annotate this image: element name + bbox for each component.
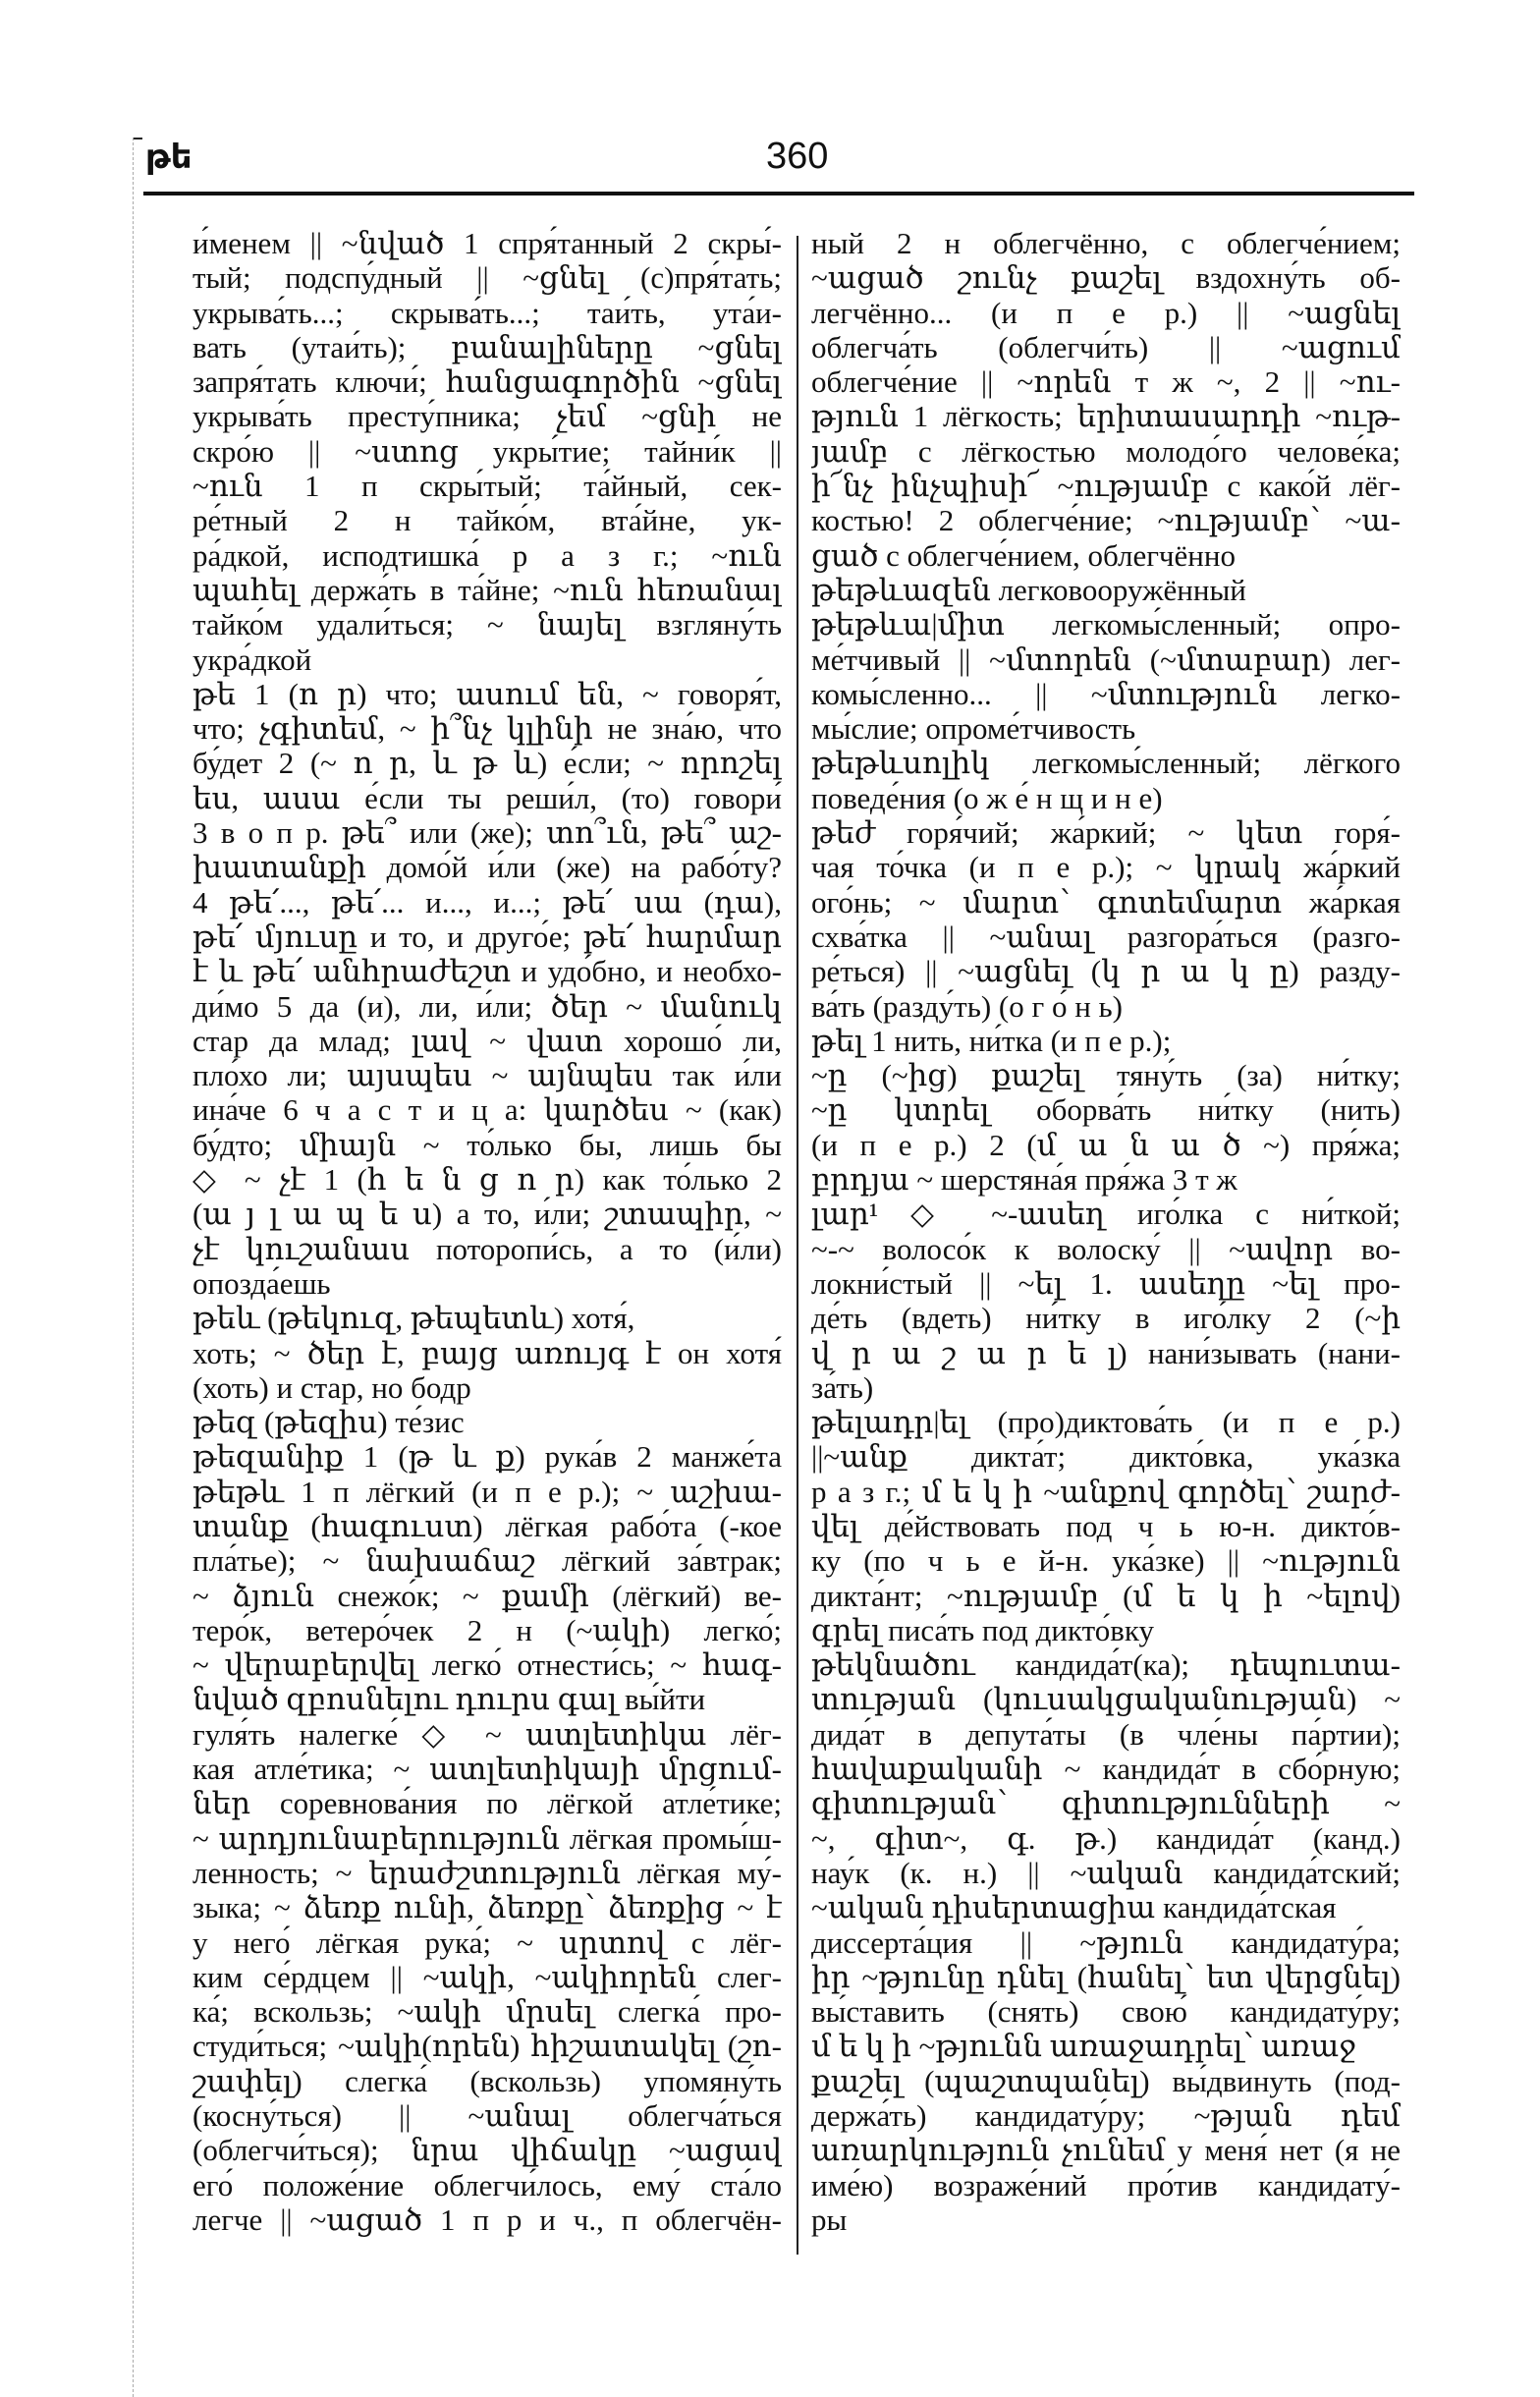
dictionary-line: диссерта́ция || ~թյուն кандидату́ра; (811, 1924, 1401, 1960)
dictionary-line: մ ե կ ի ~թյունն առաջադրել՝ առաջ (811, 2029, 1356, 2064)
dictionary-line: его́ положе́ние облегчи́лось, ему́ ста́ло (192, 2167, 782, 2202)
dictionary-line: առարկություն չունեմ у меня́ нет (я не (811, 2133, 1401, 2168)
dictionary-line: ре́тный 2 н тайко́м, вта́йне, ук- (192, 503, 782, 538)
dictionary-line: ный 2 н облегчённо, с облегче́нием; (811, 226, 1401, 260)
dictionary-line: ~ վերաբերվել легко́ отнести́сь; ~ հագ- (192, 1647, 782, 1683)
left-column (192, 226, 782, 2237)
page-number: 360 (766, 136, 829, 177)
dictionary-line: (хоть) и стар, но бодр (192, 1369, 471, 1405)
dictionary-line: схва́тка || ~անալ разгора́ться (разго- (811, 919, 1401, 954)
dictionary-line: յամբ с лёгкостью молодо́го челове́ка; (811, 433, 1401, 469)
dictionary-line: у него́ лёгкая рука́; ~ սրտով с лёг- (192, 1924, 782, 1960)
dictionary-line: хоть; ~ ծեր է, բայց առույգ է он хотя́ (192, 1335, 782, 1370)
dictionary-line: укрыва́ть...; скрыва́ть...; таи́ть, ута́и- (192, 295, 782, 330)
dictionary-line: ме́тчивый || ~մտորեն (~մտաբար) лег- (811, 641, 1401, 677)
dictionary-line: վ ր ա շ ա ր ե լ) нани́зывать (нани- (811, 1335, 1401, 1370)
dictionary-line: գիտության՝ գիտությունների ~ (811, 1786, 1401, 1821)
dictionary-line: թեզ (թեզիս) те́зис (192, 1405, 465, 1440)
dictionary-line: легчённо... (и п е р.) || ~ացնել (811, 295, 1401, 330)
dictionary-line: р а з г.; մ ե կ ի ~անքով գործել՝ շարժ- (811, 1474, 1401, 1509)
dictionary-line: облегче́ние || ~որեն т ж ~, 2 || ~ու- (811, 364, 1401, 400)
dictionary-line: 3 в о п р. թե՞ или (же); տո՞ւն, թե՞ աշ- (192, 815, 782, 851)
dictionary-line: комы́сленно... || ~մտություն легко- (811, 676, 1401, 711)
dictionary-line: опозда́ешь (192, 1265, 331, 1301)
dictionary-line: ~ը (~ից) քաշել тяну́ть (за) ни́тку; (811, 1058, 1401, 1093)
dictionary-line: թե՛ մյուսը и то, и друго́е; թե՛ հարմար (192, 919, 782, 954)
dictionary-line: ким се́рдцем || ~ակի, ~ակիորեն слег- (192, 1959, 782, 1994)
dictionary-line: ~ական դիսերտացիա кандида́тская (811, 1890, 1337, 1925)
dictionary-line: հավաքականի ~ кандида́т в сбо́рную; (811, 1752, 1401, 1787)
dictionary-line: թեթևա|միտ легкомы́сленный; опро- (811, 607, 1401, 642)
dictionary-line: тый; подспу́дный || ~ցնել (с)пря́тать; (192, 260, 782, 296)
dictionary-line: бу́дто; միայն ~ то́лько бы, лишь бы (192, 1127, 782, 1162)
dictionary-line: ~, գիտ~, գ. թ.) кандида́т (канд.) (811, 1820, 1401, 1856)
dictionary-line: ленность; ~ երաժշտություն лёгкая му́- (192, 1855, 782, 1890)
dictionary-line: (облегчи́ться); նրա վիճակը ~ացավ (192, 2133, 782, 2168)
dictionary-line: зыка; ~ ձեռք ունի, ձեռքը՝ ձեռքից ~ է (192, 1890, 782, 1925)
dictionary-line: ի՜նչ ինչպիսի՜ ~ությամբ с како́й лёг- (811, 469, 1401, 504)
running-headword: թե (145, 138, 192, 177)
dictionary-line: за́ть) (811, 1369, 874, 1405)
dictionary-line: ես, ասա е́сли ты реши́л, (то) говори́ (192, 780, 782, 815)
dictionary-line: չէ կուշանաս поторопи́сь, а то (и́ли) (192, 1231, 782, 1266)
dictionary-line: 4 թե՛..., թե՛... и..., и...; թե՛ սա (դա), (192, 884, 782, 920)
dictionary-line: студи́ться; ~ակի(որեն) հիշատակել (շո- (192, 2029, 782, 2064)
dictionary-line: ներ соревнова́ния по лёгкой атле́тике; (192, 1786, 782, 1821)
dictionary-line: пла́тье); ~ նախաճաշ лёгкий за́втрак; (192, 1543, 782, 1579)
dictionary-line: պահել держа́ть в та́йне; ~ուն հեռանալ (192, 572, 782, 607)
dictionary-line: ва́ть (разду́ть) (о г о́ н ь) (811, 988, 1124, 1024)
dictionary-line: թեժ горя́чий; жа́ркий; ~ կետ горя́- (811, 815, 1401, 851)
dictionary-line: ||~անք дикта́т; дикто́вка, ука́зка (811, 1439, 1401, 1475)
dictionary-line: име́ю) возраже́ний про́тив кандидату́- (811, 2167, 1401, 2202)
dictionary-line: запря́тать ключи́; հանցագործին ~ցնել (192, 364, 782, 400)
dictionary-line: вы́ставить (снять) свою́ кандидату́ру; (811, 1994, 1401, 2030)
dictionary-line: ина́че 6 ч а с т и ц а: կարծես ~ (как) (192, 1092, 782, 1128)
dictionary-line: пло́хо ли; այսպես ~ այնպես так и́ли (192, 1058, 782, 1093)
dictionary-line: ~ արդյունաբերություն лёгкая промы́ш- (192, 1820, 782, 1856)
dictionary-line: բրդյա ~ шерстяна́я пря́жа 3 т ж (811, 1162, 1238, 1198)
dictionary-line: խատանքի домо́й и́ли (же) на рабо́ту? (192, 850, 782, 885)
dictionary-line: վել де́йствовать под ч ь ю-н. дикто́в- (811, 1508, 1401, 1543)
dictionary-line: укрыва́ть престу́пника; չեմ ~ցնի не (192, 399, 782, 434)
dictionary-line: տանք (հագուստ) лёгкая рабо́та (-кое (192, 1508, 782, 1543)
dictionary-line: ди́мо 5 да (и), ли, и́ли; ծեր ~ մանուկ (192, 988, 782, 1024)
dictionary-line: գրել писа́ть под дикто́вку (811, 1612, 1155, 1647)
dictionary-line: тайко́м удали́ться; ~ նայել взгляну́ть (192, 607, 782, 642)
dictionary-line: ~-~ волосо́к к волоску́ || ~ավոր во- (811, 1231, 1401, 1266)
dictionary-line: լար¹ ◇ ~-ասեղ иго́лка с ни́ткой; (811, 1197, 1401, 1232)
page-edge (133, 138, 136, 2397)
dictionary-line: ре́ться) || ~ացնել (կ ր ա կ ը) разду- (811, 954, 1401, 989)
dictionary-line: вать (утаи́ть); բանալիները ~ցնել (192, 329, 782, 364)
dictionary-line: костью! 2 облегче́ние; ~ությամբ՝ ~ա- (811, 503, 1401, 538)
dictionary-line: укра́дкой (192, 641, 312, 677)
dictionary-line: թեև (թեկուզ, թեպետև) хотя́, (192, 1301, 635, 1336)
dictionary-line: гуля́ть налегке́ ◇ ~ ատլետիկա лёг- (192, 1716, 782, 1752)
dictionary-line: дикта́нт; ~ությամբ (մ ե կ ի ~ելով) (811, 1578, 1401, 1613)
dictionary-line: (ա յ լ ա պ ե ս) а то, и́ли; շտապիր, ~ (192, 1197, 782, 1232)
dictionary-line: ~ը կտրել оборва́ть ни́тку (нить) (811, 1092, 1401, 1128)
dictionary-line: легче || ~ացած 1 п р и ч., п облегчён- (192, 2202, 782, 2237)
dictionary-line: թեթև 1 п лёгкий (и п е р.); ~ աշխա- (192, 1474, 782, 1509)
dictionary-line: ◇ ~ չէ 1 (հ ե ն ց ո ր) как то́лько 2 (192, 1162, 782, 1198)
dictionary-line: кая атле́тика; ~ ատլետիկայի մրցում- (192, 1752, 782, 1787)
column-divider (797, 236, 798, 2255)
dictionary-line: и́менем || ~նված 1 спря́танный 2 скры́- (192, 226, 782, 260)
dictionary-line: что; չգիտեմ, ~ ի՞նչ կլինի не зна́ю, что (192, 711, 782, 747)
right-column (811, 226, 1401, 2237)
dictionary-line: ցած с облегче́нием, облегчённо (811, 537, 1236, 573)
dictionary-line: (и п е р.) 2 (մ ա ն ա ծ ~) пря́жа; (811, 1127, 1401, 1162)
dictionary-line: ~ ձյուն снежо́к; ~ քամի (лёгкий) ве- (192, 1578, 782, 1613)
dictionary-line: շափել) слегка́ (вскользь) упомяну́ть (192, 2063, 782, 2098)
dictionary-line: мы́слие; опроме́тчивость (811, 711, 1136, 747)
dictionary-line: поведе́ния (о ж е́ н щ и н е) (811, 780, 1163, 815)
dictionary-line: стар да млад; լավ ~ վատ хорошо́ ли, (192, 1023, 782, 1058)
dictionary-line: թել 1 нить, ни́тка (и п е р.); (811, 1023, 1172, 1058)
dictionary-line: ка́; вскользь; ~ակի մրսել слегка́ про- (192, 1994, 782, 2030)
dictionary-line: чая то́чка (и п е р.); ~ կրակ жа́ркий (811, 850, 1401, 885)
dictionary-line: локни́стый || ~ել 1. ասեղը ~ել про- (811, 1265, 1401, 1301)
dictionary-line: облегча́ть (облегчи́ть) || ~ացում (811, 329, 1401, 364)
dictionary-line: թելադր|ել (про)диктова́ть (и п е р.) (811, 1405, 1401, 1440)
dictionary-line: держа́ть) кандидату́ру; ~թյան դեմ (811, 2098, 1401, 2134)
dictionary-line: է և թե՛ անհրաժեշտ и удо́бно, и необхо- (192, 954, 782, 989)
dictionary-line: де́ть (вдеть) ни́тку в иго́лку 2 (~ի (811, 1301, 1401, 1336)
dictionary-line: տության (կուսակցականության) ~ (811, 1682, 1401, 1717)
dictionary-line: թեթևսոլիկ легкомы́сленный; лёгкого (811, 746, 1401, 781)
dictionary-line: ~ուն 1 п скры́тый; та́йный, сек- (192, 469, 782, 504)
dictionary-line: իր ~թյունը դնել (հանել՝ ետ վերցնել) (811, 1959, 1401, 1994)
dictionary-line: ры (811, 2202, 848, 2237)
dictionary-line: ~ացած շունչ քաշել вздохну́ть об- (811, 260, 1401, 296)
dictionary-line: нау́к (к. н.) || ~ական кандида́тский; (811, 1855, 1401, 1890)
dictionary-line: скро́ю || ~ստոց укры́тие; тайни́к || (192, 433, 782, 469)
dictionary-line: (косну́ться) || ~անալ облегча́ться (192, 2098, 782, 2134)
dictionary-line: бу́дет 2 (~ ո ր, և թ և) е́сли; ~ որոշել (192, 746, 782, 781)
dictionary-line: թեթևազեն легковооружённый (811, 572, 1246, 607)
dictionary-line: дида́т в депута́ты (в чле́ны па́ртии); (811, 1716, 1401, 1752)
dictionary-line: թե 1 (ո ր) что; ասում են, ~ говоря́т, (192, 676, 782, 711)
dictionary-line: թեկնածու кандида́т(ка); դեպուտա- (811, 1647, 1401, 1683)
dictionary-line: թեզանիք 1 (թ և ք) рука́в 2 манже́та (192, 1439, 782, 1475)
dictionary-line: теро́к, ветеро́чек 2 н (~ակի) легко́; (192, 1612, 782, 1647)
dictionary-line: նված զբոսնելու դուրս գալ вы́йти (192, 1682, 706, 1717)
dictionary-line: քաշել (պաշտպանել) вы́двинуть (под- (811, 2063, 1401, 2098)
dictionary-line: ра́дкой, исподтишка́ р а з г.; ~ուն (192, 537, 782, 573)
header-rule (143, 192, 1414, 195)
dictionary-line: թյուն 1 лёгкость; երիտասարդի ~ութ- (811, 399, 1401, 434)
dictionary-line: ого́нь; ~ մարտ՝ գոտեմարտ жа́ркая (811, 884, 1401, 920)
dictionary-line: ку (по ч ь е й-н. ука́зке) || ~ություն (811, 1543, 1401, 1579)
